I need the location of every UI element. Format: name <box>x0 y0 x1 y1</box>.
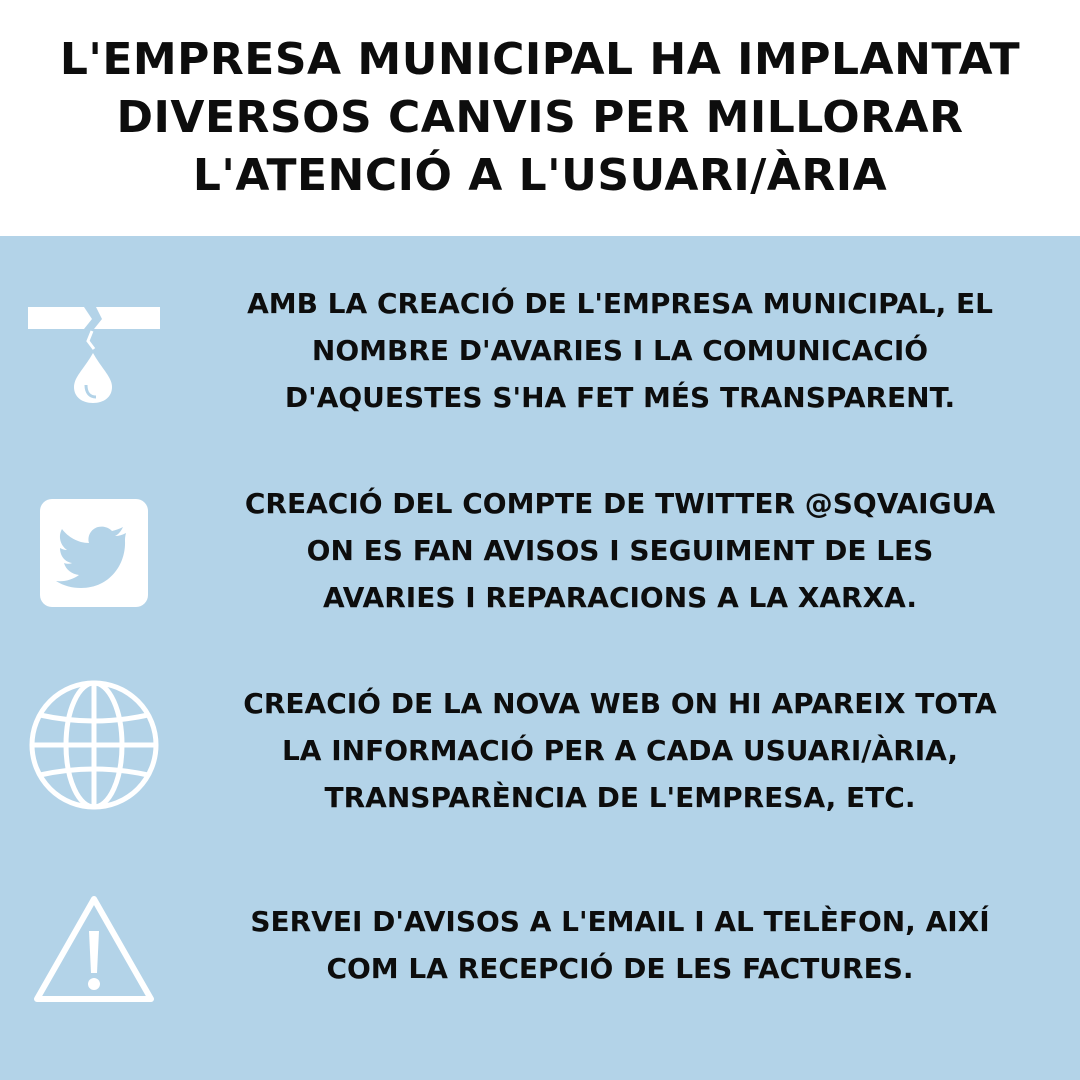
item-text <box>190 680 1050 821</box>
globe-icon <box>24 680 164 810</box>
item-text <box>190 480 1050 621</box>
header <box>0 0 1080 236</box>
item-line: AVARIES I REPARACIONS A LA XARXA. <box>323 581 917 614</box>
item-line: SERVEI D'AVISOS A L'EMAIL I AL TELÈFON, AIXÍ <box>250 905 990 938</box>
item-line: COM LA RECEPCIÓ DE LES FACTURES. <box>326 952 914 985</box>
item-line: D'AQUESTES S'HA FET MÉS TRANSPARENT. <box>284 381 956 414</box>
twitter-icon <box>24 484 164 614</box>
title-line-3: L'ATENCIÓ A L'USUARI/ÀRIA <box>192 150 888 201</box>
item-line: CREACIÓ DE LA NOVA WEB ON HI APAREIX TOTA <box>243 687 997 720</box>
title-line-2: DIVERSOS CANVIS PER MILLORAR <box>116 92 964 143</box>
item-text <box>190 280 1050 421</box>
warning-icon <box>24 884 164 1014</box>
broken-pipe-drop-icon <box>24 280 164 410</box>
item-line: TRANSPARÈNCIA DE L'EMPRESA, ETC. <box>324 781 916 814</box>
item-line: CREACIÓ DEL COMPTE DE TWITTER @SQVAIGUA <box>244 487 996 520</box>
title-line-1: L'EMPRESA MUNICIPAL HA IMPLANTAT <box>59 34 1021 85</box>
item-line: LA INFORMACIÓ PER A CADA USUARI/ÀRIA, <box>281 734 959 767</box>
item-line: AMB LA CREACIÓ DE L'EMPRESA MUNICIPAL, EL <box>247 287 993 320</box>
item-line: NOMBRE D'AVARIES I LA COMUNICACIÓ <box>311 334 929 367</box>
item-text <box>190 898 1050 992</box>
item-line: ON ES FAN AVISOS I SEGUIMENT DE LES <box>306 534 934 567</box>
